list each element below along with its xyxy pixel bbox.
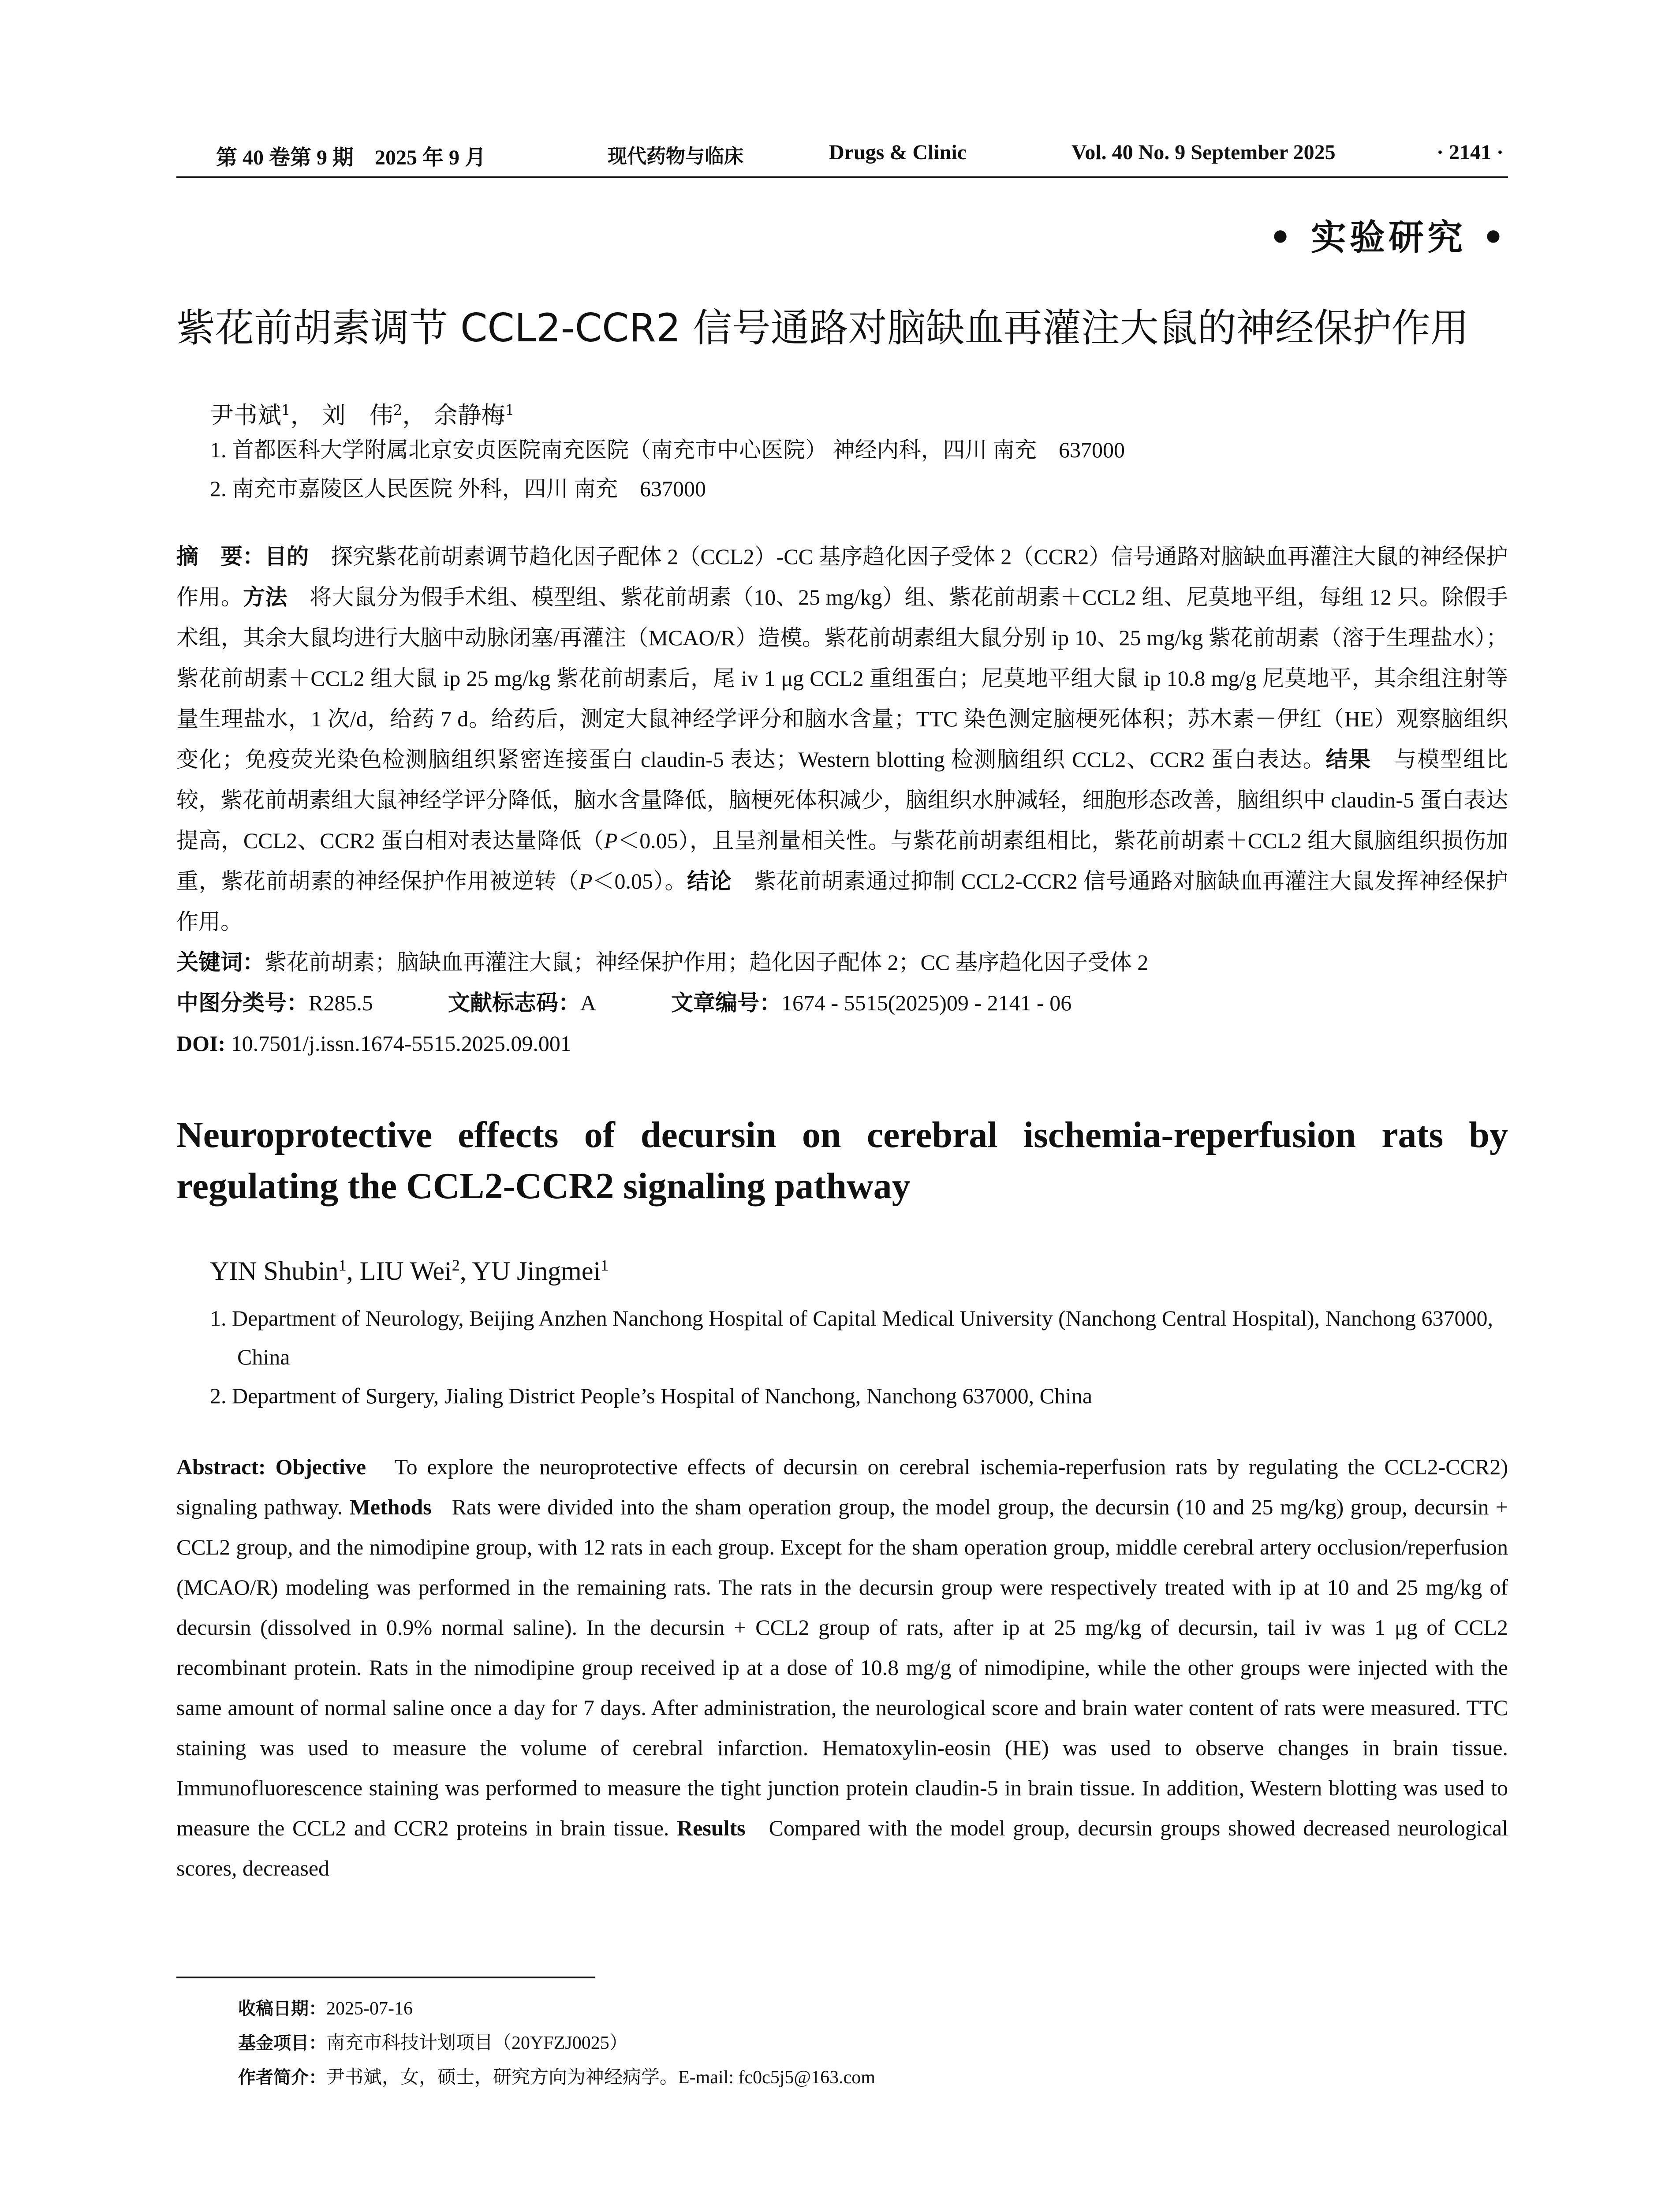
results-text: 与模型组比较，紫花前胡素组大鼠神经学评分降低，脑水含量降低，脑梗死体积减少，脑组织水肿减轻，细胞形态改善，脑组织中 claudin-5 蛋白表达提高，CCL2、CCR2 蛋白相对表达量降低（ bbox=[176, 747, 1508, 853]
objective-text: 探究紫花前胡素调节趋化因子配体 2（CCL2）-CC 基序趋化因子受体 2（CCR2）信号通路对脑缺血再灌注大鼠的神经保护作用。 bbox=[176, 544, 1508, 609]
methods-label: Methods bbox=[349, 1495, 432, 1519]
classification-line bbox=[176, 983, 1508, 1023]
affiliation: 1. Department of Neurology, Beijing Anzhen Nanchong Hospital of Capital Medical University (Nanchong Central Hospital), Nanchong 637000, China bbox=[210, 1306, 1493, 1369]
doc-code-label: 文献标志码： bbox=[448, 990, 580, 1015]
author-sup: 1 bbox=[338, 1256, 347, 1274]
author-sup: 1 bbox=[281, 402, 291, 419]
header-journal-en: Drugs & Clinic bbox=[829, 141, 967, 164]
author-name: YU Jingmei bbox=[472, 1256, 601, 1286]
abstract-label: 摘 要： bbox=[176, 544, 265, 569]
author-name: YIN Shubin bbox=[210, 1256, 339, 1286]
methods-text: Rats were divided into the sham operation group, the model group, the decursin (10 and 25 mg/kg) group, decursin + CCL2 group, and the nimodipine group, with 12 rats in each group. Except for the sham operation group, middle cerebral artery occlusion/reperfusion (MCAO/R) modeling was performed in the remaining rats. The rats in the decursin group were respectively treated with ip at 10 and 25 mg/kg of decursin (dissolved in 0.9% normal saline). In the decursin + CCL2 group of rats, after ip at 25 mg/kg of decursin, tail iv was 1 μg of CCL2 recombinant protein. Rats in the nimodipine group received ip at a dose of 10.8 mg/g of nimodipine, while the other groups were injected with the same amount of normal saline once a day for 7 days. After administration, the neurological score and brain water content of rats were measured. TTC staining was used to measure the volume of cerebral infarction. Hematoxylin-eosin (HE) was used to observe changes in brain tissue. Immunofluorescence staining was performed to measure the tight junction protein claudin-5 in brain tissue. In addition, Western blotting was used to measure the CCL2 and CCR2 proteins in brain tissue. bbox=[176, 1495, 1508, 1840]
abstract-en bbox=[176, 1447, 1508, 1888]
methods-label: 方法 bbox=[243, 585, 287, 609]
keywords-label: 关键词： bbox=[176, 950, 265, 975]
doc-code-value: A bbox=[580, 990, 596, 1015]
results-text: Compared with the model group, decursin groups showed decreased neurological scores, decreased bbox=[176, 1816, 1508, 1880]
affiliation: 1. 首都医科大学附属北京安贞医院南充医院（南充市中心医院） 神经内科，四川 南充 637000 bbox=[210, 437, 1125, 462]
footnote-label: 基金项目： bbox=[238, 2033, 326, 2053]
footnotes bbox=[238, 1992, 875, 2095]
article-number-label: 文章编号： bbox=[671, 990, 781, 1015]
article-number-value: 1674 - 5515(2025)09 - 2141 - 06 bbox=[781, 990, 1072, 1015]
doi-link[interactable]: 10.7501/j.issn.1674-5515.2025.09.001 bbox=[231, 1031, 571, 1056]
title-cn: 紫花前胡素调节 CCL2-CCR2 信号通路对脑缺血再灌注大鼠的神经保护作用 bbox=[176, 305, 1469, 351]
keywords bbox=[176, 942, 1508, 983]
header-journal-cn: 现代药物与临床 bbox=[608, 145, 743, 168]
authors-cn: 尹书斌$^1$， 刘 伟$^2$， 余静梅$^1$ bbox=[210, 401, 515, 429]
footnote-label: 收稿日期： bbox=[238, 1999, 326, 2019]
author-sup: 2 bbox=[393, 402, 403, 419]
author-sup: 1 bbox=[601, 1256, 609, 1274]
results-label: Results bbox=[677, 1816, 746, 1840]
doi-label: DOI: bbox=[176, 1031, 226, 1056]
results-label: 结果 bbox=[1325, 747, 1372, 772]
author-name: LIU Wei bbox=[359, 1256, 452, 1286]
footnote-received bbox=[238, 1992, 875, 2026]
clc-label: 中图分类号： bbox=[176, 990, 309, 1015]
affiliations-cn bbox=[210, 430, 1508, 508]
author-sup: 2 bbox=[452, 1256, 460, 1274]
footnote-author-bio bbox=[238, 2060, 875, 2095]
affiliation: 2. Department of Surgery, Jialing District People’s Hospital of Nanchong, Nanchong 637000, China bbox=[210, 1383, 1093, 1408]
footnote-text: 南充市科技计划项目（20YFZJ0025） bbox=[326, 2033, 628, 2053]
doi-line bbox=[176, 1023, 1508, 1064]
clc-value: R285.5 bbox=[309, 990, 373, 1015]
keywords-text: 紫花前胡素；脑缺血再灌注大鼠；神经保护作用；趋化因子配体 2；CC 基序趋化因子受体 2 bbox=[265, 950, 1149, 975]
section-label: • 实验研究 • bbox=[1269, 217, 1508, 258]
authors-en: YIN Shubin$^1$, LIU Wei$^2$, YU Jingmei$^1$ bbox=[210, 1256, 609, 1286]
results-text: ＜0.05），且呈剂量相关性。与紫花前胡素组相比，紫花前胡素＋CCL2 组大鼠脑组织损伤加重，紫花前胡素的神经保护作用被逆转（ bbox=[176, 828, 1508, 893]
footnote-text: 尹书斌，女，硕士，研究方向为神经病学。E-mail: fc0c5j5@163.com bbox=[326, 2067, 875, 2088]
objective-text: To explore the neuroprotective effects of decursin on cerebral ischemia-reperfusion rats by regulating the CCL2-CCR2) signaling pathway. bbox=[176, 1454, 1508, 1519]
footnote-label: 作者简介： bbox=[238, 2067, 326, 2088]
author-name: 尹书斌 bbox=[210, 401, 281, 429]
author-sup: 1 bbox=[505, 402, 515, 419]
conclusion-label: 结论 bbox=[687, 869, 732, 893]
results-text: ＜0.05）。 bbox=[592, 869, 687, 893]
title-en: Neuroprotective effects of decursin on cerebral ischemia-reperfusion rats by regulating the CCL2-CCR2 signaling pathway bbox=[176, 1114, 1508, 1207]
methods-text: 将大鼠分为假手术组、模型组、紫花前胡素（10、25 mg/kg）组、紫花前胡素＋CCL2 组、尼莫地平组，每组 12 只。除假手术组，其余大鼠均进行大脑中动脉闭塞/再灌注（MCAO/R）造模。紫花前胡素组大鼠分别 ip 10、25 mg/kg 紫花前胡素（溶于生理盐水）；紫花前胡素＋CCL2 组大鼠 ip 25 mg/kg 紫花前胡素后，尾 iv 1 μg CCL2 重组蛋白；尼莫地平组大鼠 ip 10.8 mg/g 尼莫地平，其余组注射等量生理盐水，1 次/d，给药 7 d。给药后，测定大鼠神经学评分和脑水含量；TTC 染色测定脑梗死体积；苏木素－伊红（HE）观察脑组织变化；免疫荧光染色检测脑组织紧密连接蛋白 claudin-5 表达；Western blotting 检测脑组织 CCL2、CCR2 蛋白表达。 bbox=[176, 585, 1508, 772]
running-header bbox=[176, 128, 1508, 178]
p-symbol: P bbox=[604, 828, 618, 853]
affiliations-en bbox=[176, 1299, 1508, 1415]
objective-label: Objective bbox=[275, 1454, 366, 1479]
footnote-text: 2025-07-16 bbox=[326, 1999, 413, 2019]
abstract-label: Abstract: bbox=[176, 1454, 266, 1479]
header-issue: 第 40 卷第 9 期 2025 年 9 月 bbox=[216, 146, 486, 169]
conclusion-text: 紫花前胡素通过抑制 CCL2-CCR2 信号通路对脑缺血再灌注大鼠发挥神经保护作用。 bbox=[176, 869, 1508, 934]
footnote-divider bbox=[176, 1977, 595, 1978]
footnote-funding bbox=[238, 2026, 875, 2060]
header-volume: Vol. 40 No. 9 September 2025 bbox=[1071, 141, 1336, 164]
author-name: 余静梅 bbox=[433, 401, 505, 429]
p-symbol: P bbox=[579, 869, 593, 893]
header-page-number: · 2141 · bbox=[1436, 141, 1504, 164]
objective-label: 目的 bbox=[265, 544, 309, 569]
affiliation: 2. 南充市嘉陵区人民医院 外科，四川 南充 637000 bbox=[210, 476, 706, 501]
abstract-cn bbox=[176, 536, 1508, 942]
author-name: 刘 伟 bbox=[321, 401, 393, 429]
article-page bbox=[176, 128, 1508, 1888]
